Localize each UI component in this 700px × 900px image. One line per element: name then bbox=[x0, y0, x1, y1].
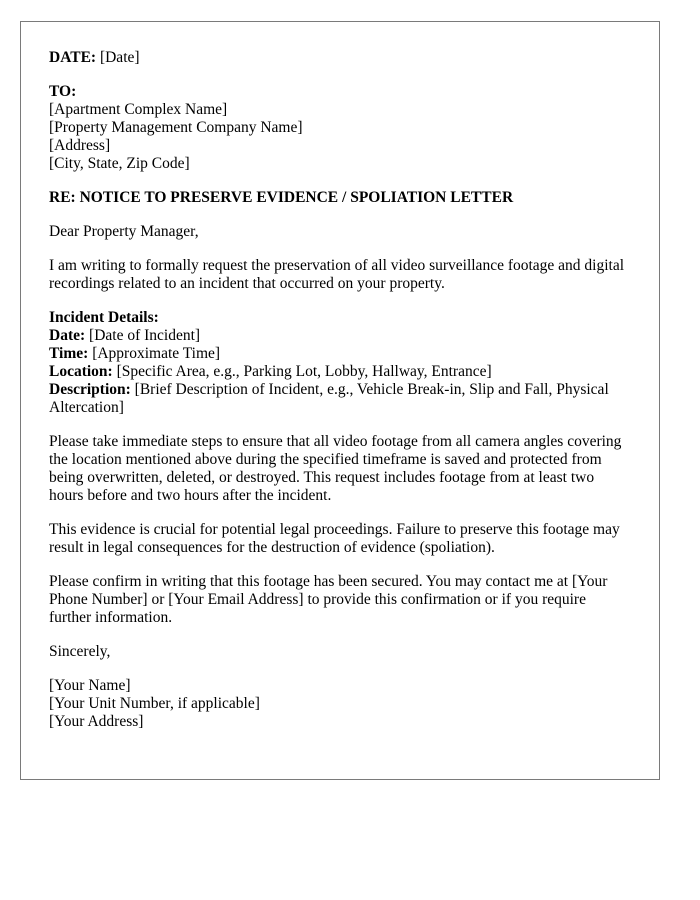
incident-description bbox=[49, 381, 631, 417]
date-block bbox=[49, 49, 631, 67]
date-line bbox=[49, 49, 631, 67]
incident-location-label: Location: bbox=[49, 363, 113, 380]
recipient-line: [Address] bbox=[49, 137, 111, 154]
signature-line: [Your Name] bbox=[49, 677, 131, 694]
incident-heading-text: Incident Details: bbox=[49, 309, 159, 326]
salutation: Dear Property Manager, bbox=[49, 223, 199, 240]
incident-date bbox=[49, 327, 631, 345]
recipient-block bbox=[49, 83, 631, 173]
incident-location-value: [Specific Area, e.g., Parking Lot, Lobby, Hallway, Entrance] bbox=[116, 363, 492, 380]
incident-description-value: [Brief Description of Incident, e.g., Vehicle Break-in, Slip and Fall, Physical Altercation] bbox=[49, 381, 609, 416]
signature-block bbox=[49, 677, 631, 731]
incident-time bbox=[49, 345, 631, 363]
subject-line: RE: NOTICE TO PRESERVE EVIDENCE / SPOLIATION LETTER bbox=[49, 189, 514, 206]
date-value: [Date] bbox=[99, 49, 140, 66]
closing: Sincerely, bbox=[49, 643, 111, 660]
to-label bbox=[49, 83, 631, 101]
incident-location bbox=[49, 363, 631, 381]
incident-date-value: [Date of Incident] bbox=[89, 327, 201, 344]
incident-time-value: [Approximate Time] bbox=[92, 345, 221, 362]
confirmation-paragraph: Please confirm in writing that this footage has been secured. You may contact me at [Your Phone Number] or [Your Email Address] to provide this confirmation or if you require further information. bbox=[49, 573, 608, 626]
incident-time-label: Time: bbox=[49, 345, 89, 362]
signature-line: [Your Address] bbox=[49, 713, 144, 730]
incident-details bbox=[49, 309, 631, 417]
preservation-request-paragraph: Please take immediate steps to ensure that all video footage from all camera angles covering the location mentioned above during the specified timeframe is saved and protected from being overwritten, deleted, or destroyed. This request includes footage from at least two hours before and two hours after the incident. bbox=[49, 433, 622, 504]
incident-description-label: Description: bbox=[49, 381, 131, 398]
to-label-text: TO: bbox=[49, 83, 77, 100]
recipient-line: [Apartment Complex Name] bbox=[49, 101, 228, 118]
incident-heading bbox=[49, 309, 631, 327]
intro-paragraph: I am writing to formally request the preservation of all video surveillance footage and digital recordings related to an incident that occurred on your property. bbox=[49, 257, 625, 292]
evidence-paragraph: This evidence is crucial for potential legal proceedings. Failure to preserve this footage may result in legal consequences for the destruction of evidence (spoliation). bbox=[49, 521, 620, 556]
recipient-line: [City, State, Zip Code] bbox=[49, 155, 190, 172]
letter-page bbox=[20, 21, 660, 780]
date-label: DATE: bbox=[49, 49, 97, 66]
recipient-line: [Property Management Company Name] bbox=[49, 119, 303, 136]
signature-line: [Your Unit Number, if applicable] bbox=[49, 695, 260, 712]
incident-date-label: Date: bbox=[49, 327, 86, 344]
